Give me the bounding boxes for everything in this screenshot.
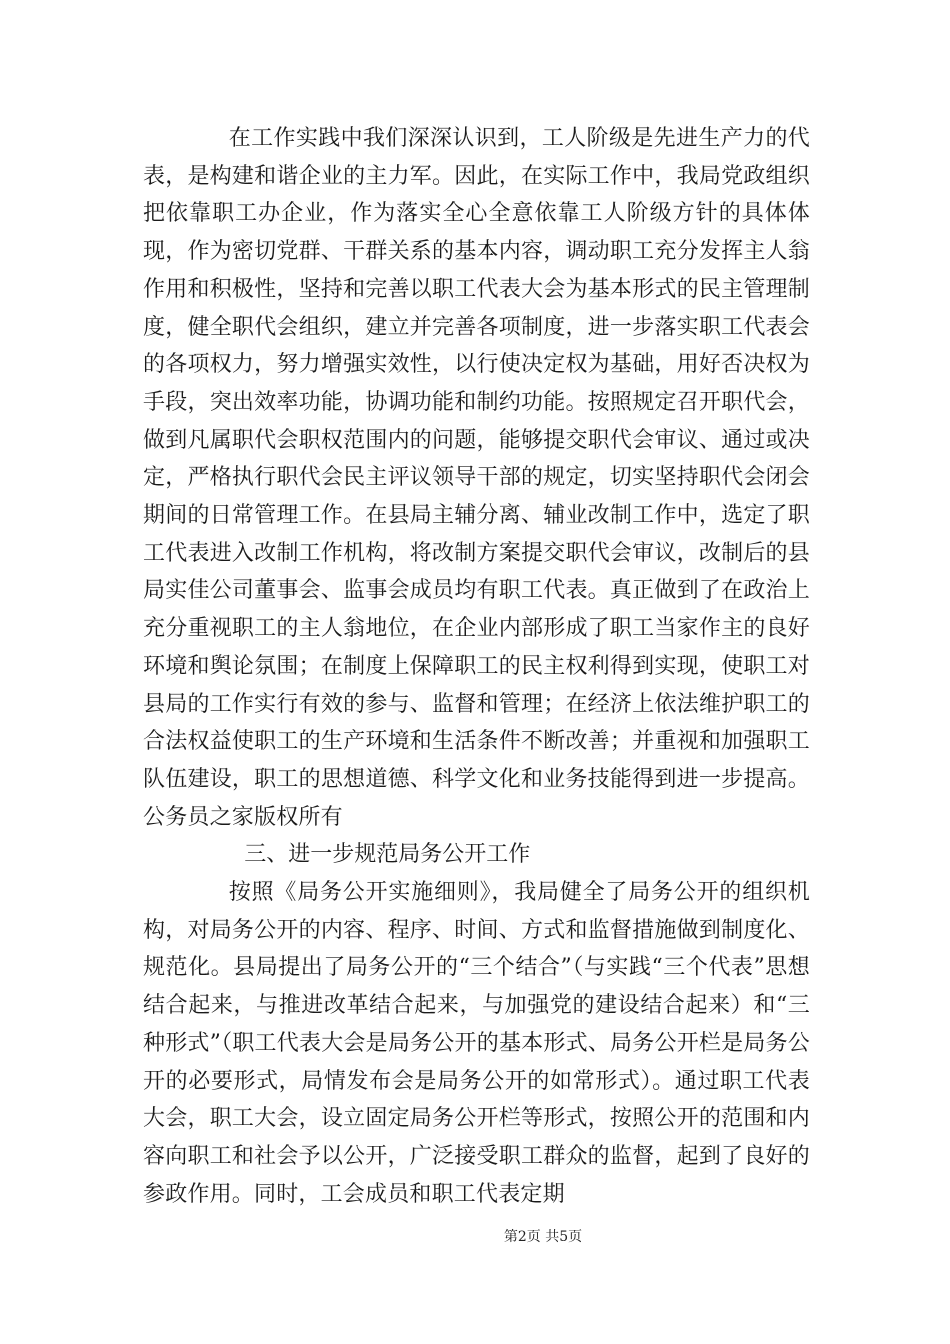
page-number-footer: 第2页 共5页 [503,1229,583,1245]
section-heading: 三、进一步规范局务公开工作 [244,842,531,868]
paragraph-worker-class: 在工作实践中我们深深认识到，工人阶级是先进生产力的代表，是构建和谐企业的主力军。因此，在实际工作中，我局党政组织把依靠职工办企业，作为落实全心全意依靠工人阶级方针的具体体现，作为密切党群、干群关系的基本内容，调动职工充分发挥主人翁作用和积极性，坚持和完善以职工代表大会为基本形式的民主管理制度，健全职代会组织，建立并完善各项制度，进一步落实职工代表会的各项权力，努力增强实效性，以行使决定权为基础，用好否决权为手段，突出效率功能，协调功能和制约功能。按照规定召开职代会，做到凡属职代会职权范围内的问题，能够提交职代会审议、通过或决定，严格执行职代会民主评议领导干部的规定，切实坚持职代会闭会期间的日常管理工作。在县局主辅分离、辅业改制工作中，选定了职工代表进入改制工作机构，将改制方案提交职代会审议，改制后的县局实佳公司董事会、监事会成员均有职工代表。真正做到了在政治上充分重视职工的主人翁地位，在企业内部形成了职工当家作主的良好环境和舆论氛围；在制度上保障职工的民主权利得到实现，使职工对县局的工作实行有效的参与、监督和管理；在经济上依法维护职工的合法权益使职工的生产环境和生活条件不断改善；并重视和加强职工队伍建设，职工的思想道德、科学文化和业务技能得到进一步提高。公务员之家版权所有 [143,126,810,830]
paragraph-bureau-affairs: 按照《局务公开实施细则》，我局健全了局务公开的组织机构，对局务公开的内容、程序、时间、方式和监督措施做到制度化、规范化。县局提出了局务公开的“三个结合”（与实践“三个代表”思想结合起来，与推进改革结合起来，与加强党的建设结合起来）和“三种形式”（职工代表大会是局务公开的基本形式、局务公开栏是局务公开的必要形式，局情发布会是局务公开的如常形式）。通过职工代表大会，职工大会，设立固定局务公开栏等形式，按照公开的范围和内容向职工和社会予以公开，广泛接受职工群众的监督，起到了良好的参政作用。同时，工会成员和职工代表定期 [143,880,810,1207]
document-body [143,120,810,1213]
